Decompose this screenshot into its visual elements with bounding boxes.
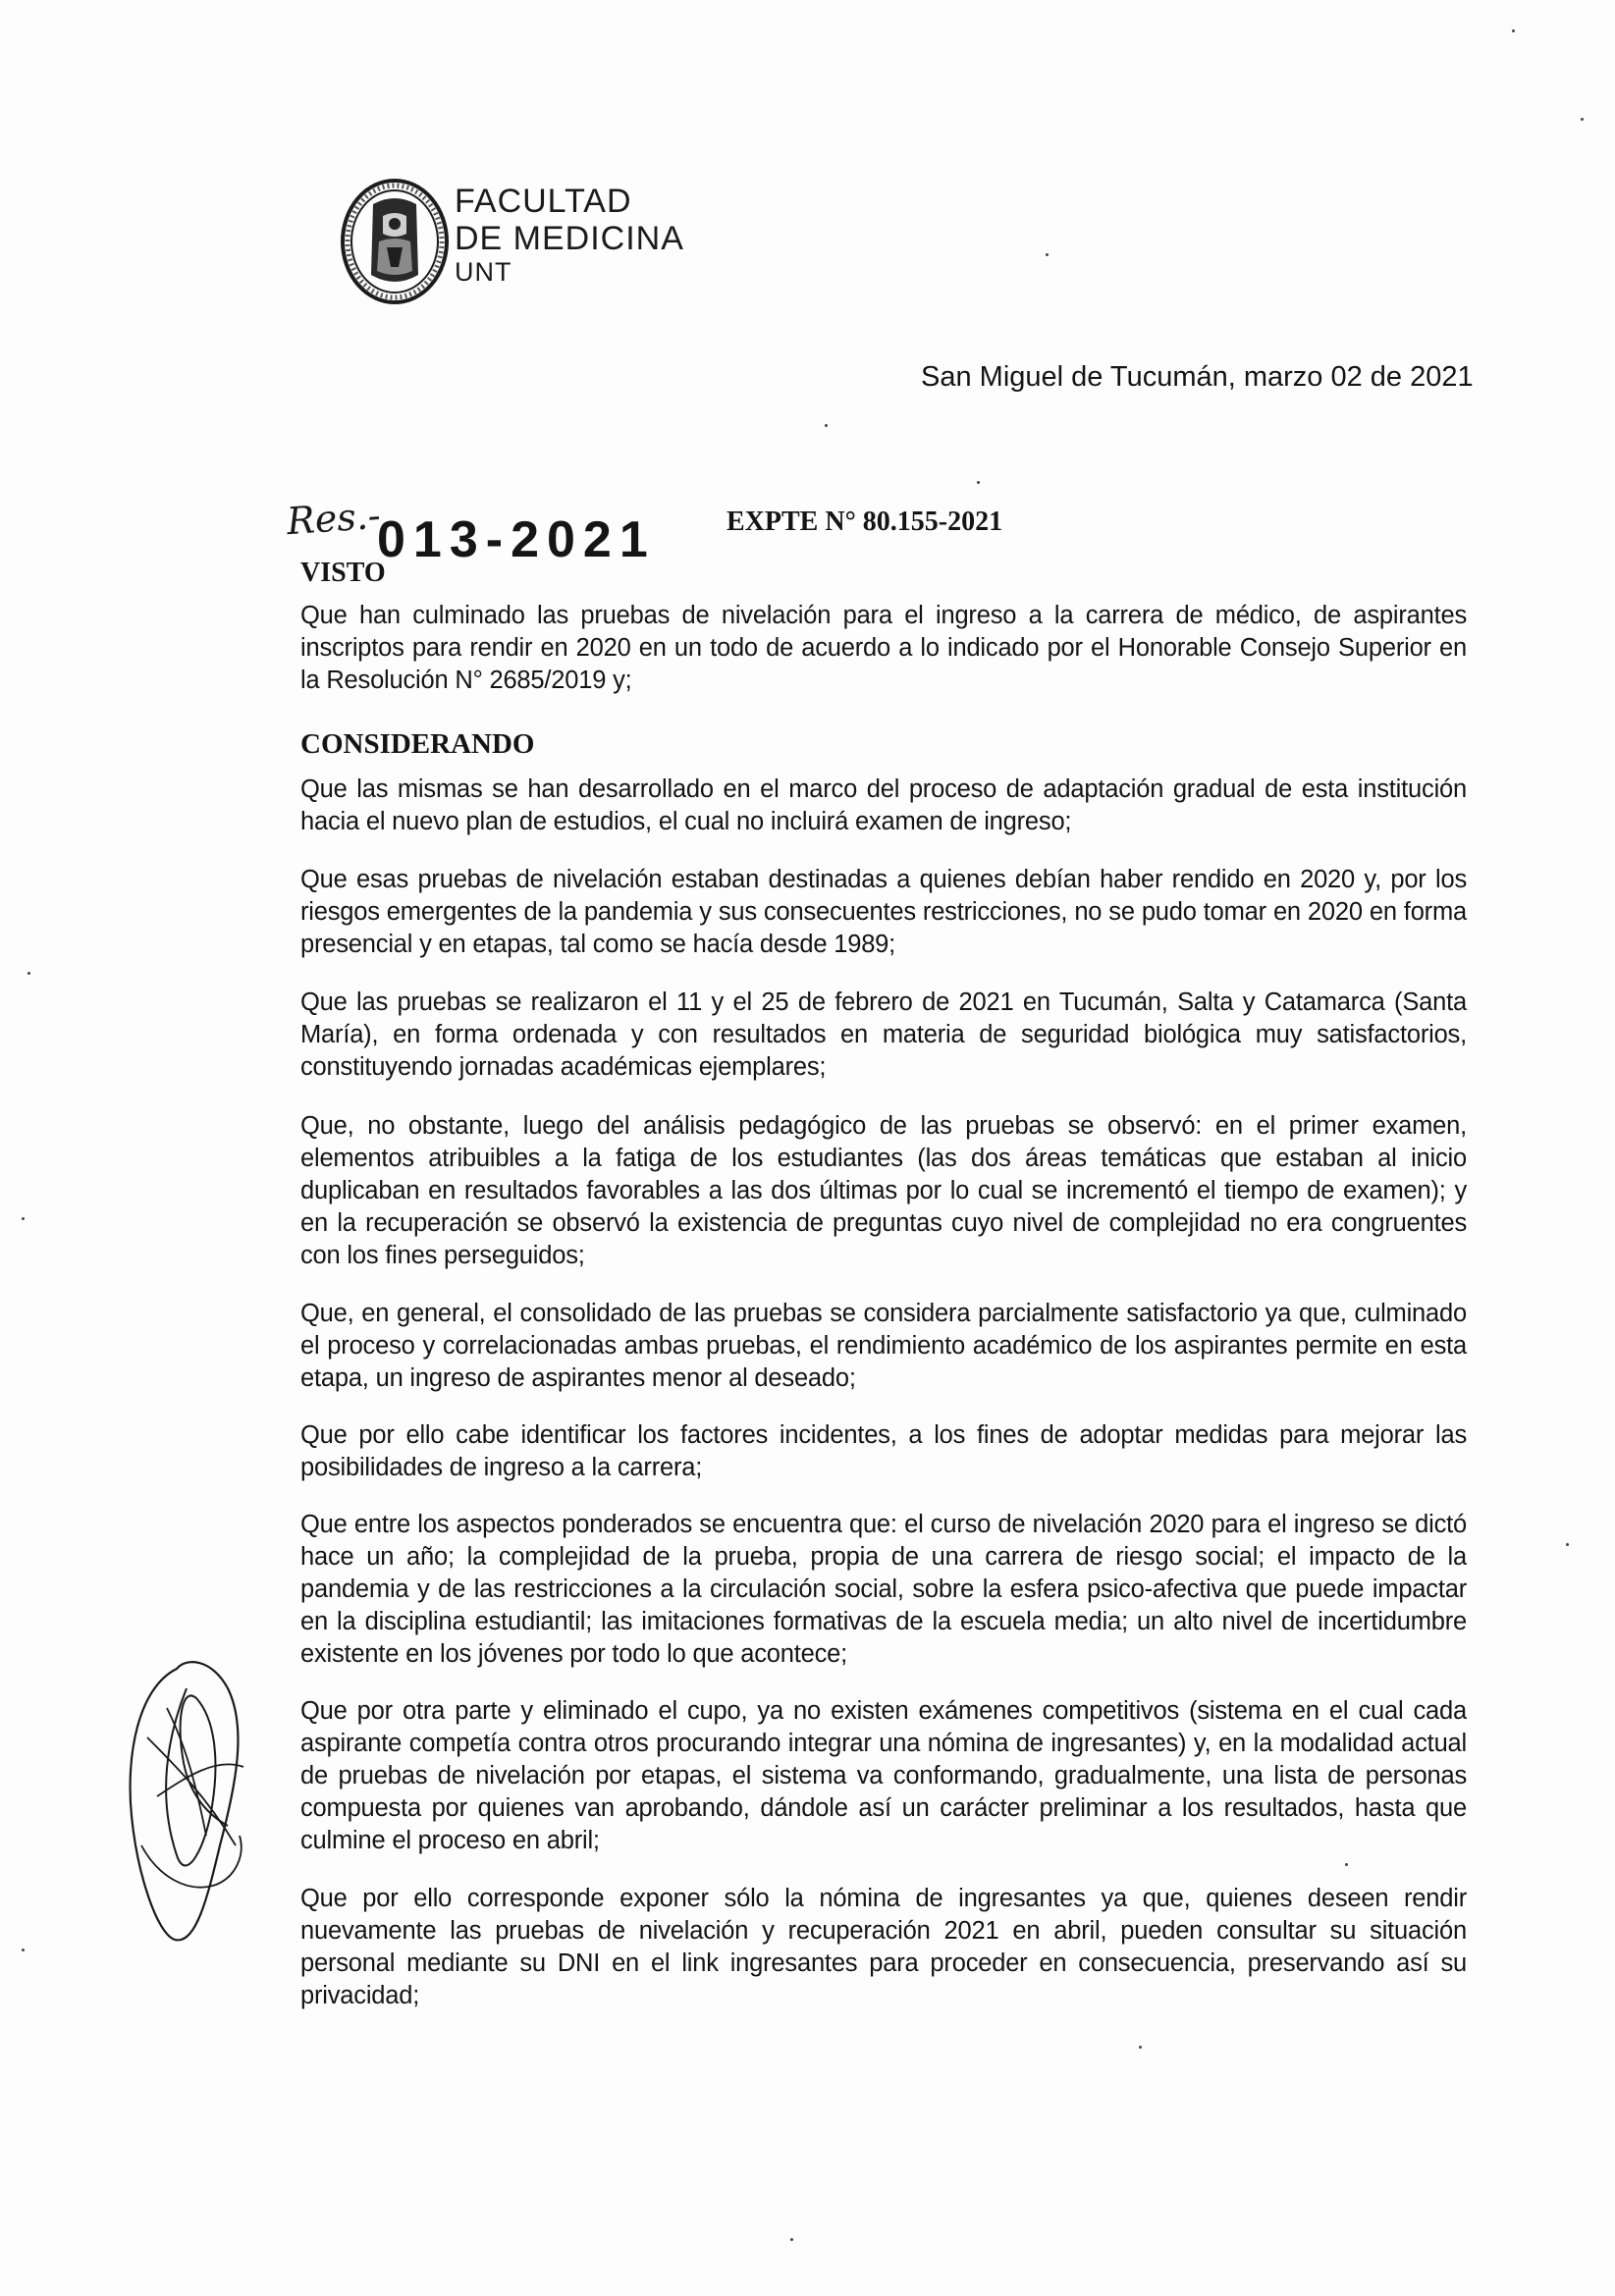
paragraph-4: Que las pruebas se realizaron el 11 y el 25 de febrero de 2021 en Tucumán, Salta y Catamarca (Santa María), en forma ordenada y con resultados en materia de seguridad biológica muy satisfactorios, constituyendo jornadas académicas ejemplares; bbox=[300, 988, 1467, 1081]
resolution-handwritten-prefix: Res.- bbox=[285, 493, 382, 544]
university-seal-icon bbox=[340, 177, 450, 306]
scan-speck bbox=[790, 2238, 793, 2241]
scan-speck bbox=[1139, 2046, 1142, 2049]
paragraph-2: Que las mismas se han desarrollado en el marco del proceso de adaptación gradual de esta institución hacia el nuevo plan de estudios, el cual no incluirá examen de ingreso; bbox=[300, 775, 1467, 835]
paragraph-1: Que han culminado las pruebas de nivelación para el ingreso a la carrera de médico, de aspirantes inscriptos para rendir en 2020 en un todo de acuerdo a lo indicado por el Honorable Consejo Superior en la Resolución N° 2685/2019 y; bbox=[300, 602, 1467, 694]
scan-speck bbox=[1566, 1543, 1569, 1546]
scan-speck bbox=[825, 424, 828, 427]
resolution-number: 013-2021 bbox=[377, 511, 656, 568]
scan-speck bbox=[27, 972, 30, 975]
scan-speck bbox=[22, 1217, 25, 1220]
scan-speck bbox=[22, 1949, 25, 1951]
faculty-line3: UNT bbox=[455, 257, 512, 287]
expediente-number: EXPTE N° 80.155-2021 bbox=[727, 507, 1003, 537]
scan-speck bbox=[1512, 29, 1515, 32]
faculty-line1: FACULTAD bbox=[455, 183, 632, 220]
scan-speck bbox=[977, 481, 980, 484]
paragraph-5: Que, no obstante, luego del análisis pedagógico de las pruebas se observó: en el primer examen, elementos atribuibles a la fatiga de los estudiantes (las dos áreas temáticas que estaban al inicio duplicaban en resultados favorables a las dos últimas por lo cual se incrementó el tiempo de examen); y en la recuperación se observó la existencia de preguntas cuyo nivel de complejidad no era congruentes con los fines perseguidos; bbox=[300, 1112, 1467, 1269]
paragraph-9: Que por otra parte y eliminado el cupo, ya no existen exámenes competitivos (sistema en el cual cada aspirante competía contra otros procurando integrar una nómina de ingresantes) y, en la modalidad actual de pruebas de nivelación por etapas, el sistema va conformando, gradualmente, una lista de personas compuesta por quienes van aprobando, dándole así un carácter preliminar a los resultados, hasta que culmine el proceso en abril; bbox=[300, 1697, 1467, 1854]
faculty-name bbox=[455, 185, 684, 286]
section-heading-visto: VISTO bbox=[300, 558, 386, 588]
paragraph-7: Que por ello cabe identificar los factores incidentes, a los fines de adoptar medidas para mejorar las posibilidades de ingreso a la carrera; bbox=[300, 1421, 1467, 1481]
paragraph-3: Que esas pruebas de nivelación estaban destinadas a quienes debían haber rendido en 2020 y, por los riesgos emergentes de la pandemia y sus consecuentes restricciones, no se pudo tomar en 2020 en forma presencial y en etapas, tal como se hacía desde 1989; bbox=[300, 866, 1467, 958]
section-heading-considerando: CONSIDERANDO bbox=[300, 728, 535, 760]
faculty-line2: DE MEDICINA bbox=[455, 220, 684, 257]
handwritten-signature-icon bbox=[118, 1649, 265, 1953]
paragraph-10: Que por ello corresponde exponer sólo la nómina de ingresantes ya que, quienes deseen rendir nuevamente las pruebas de nivelación y recuperación 2021 en abril, pueden consultar su situación personal mediante su DNI en el link ingresantes para proceder en consecuencia, preservando así su privacidad; bbox=[300, 1885, 1467, 2009]
document-date: San Miguel de Tucumán, marzo 02 de 2021 bbox=[921, 361, 1474, 393]
scan-speck bbox=[1046, 253, 1049, 256]
paragraph-6: Que, en general, el consolidado de las pruebas se considera parcialmente satisfactorio ya que, culminado el proceso y correlacionadas ambas pruebas, el rendimiento académico de los aspirantes permite en esta etapa, un ingreso de aspirantes menor al deseado; bbox=[300, 1300, 1467, 1392]
paragraph-8: Que entre los aspectos ponderados se encuentra que: el curso de nivelación 2020 para el ingreso se dictó hace un año; la complejidad de la prueba, propia de una carrera de riesgo social; el impacto de la pandemia y de las restricciones a la circulación social, sobre la esfera psico-afectiva que puede impactar en la disciplina estudiantil; las imitaciones formativas de la escuela media; un alto nivel de incertidumbre existente en los jóvenes por todo lo que acontece; bbox=[300, 1511, 1467, 1668]
scan-speck bbox=[1345, 1863, 1348, 1866]
scan-speck bbox=[1581, 118, 1584, 121]
